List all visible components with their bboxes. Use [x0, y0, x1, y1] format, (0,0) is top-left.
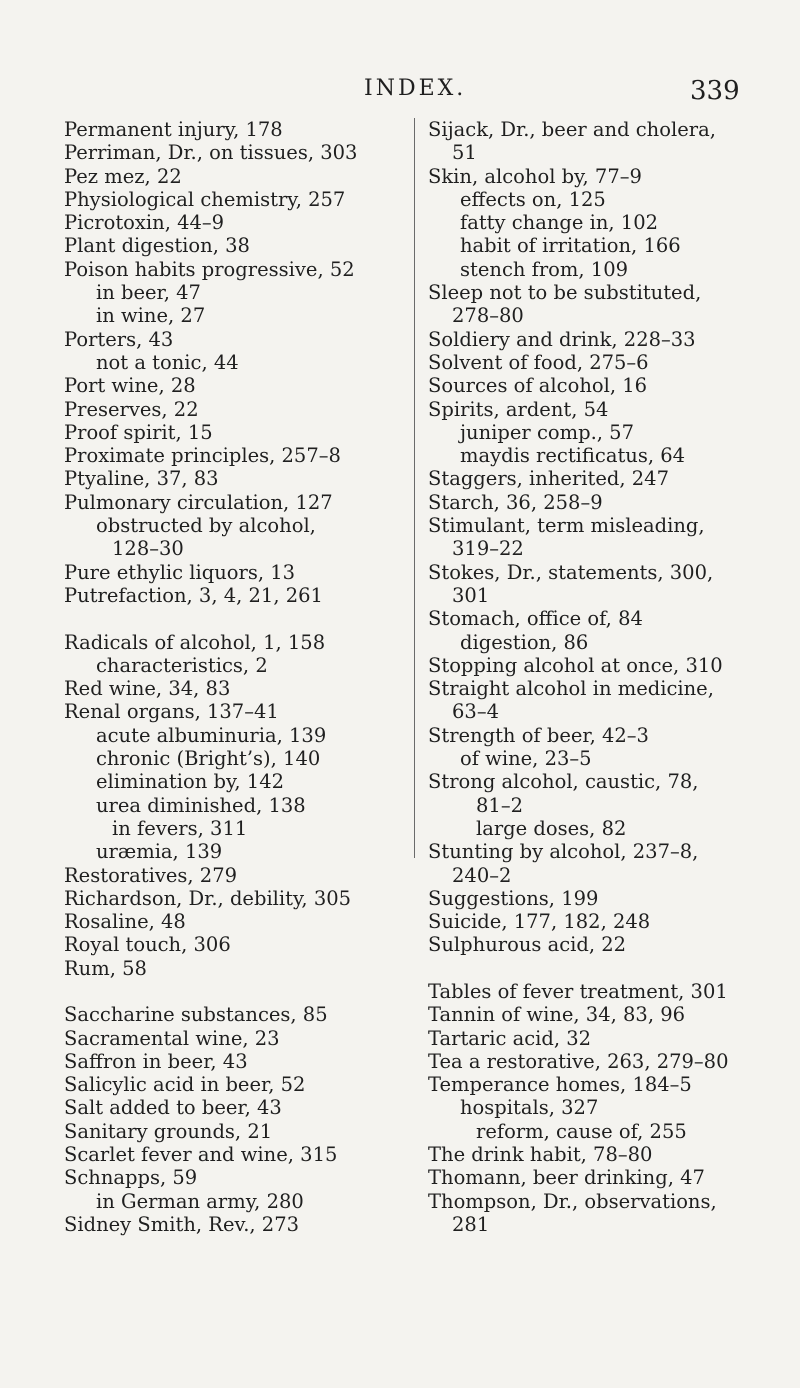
index-subentry: stench from, 109: [460, 257, 629, 281]
index-entry: Thomann, beer drinking, 47: [428, 1166, 705, 1190]
index-entry: Plant digestion, 38: [64, 234, 250, 258]
index-entry: Spirits, ardent, 54: [428, 397, 609, 421]
index-subentry: in fevers, 311: [112, 816, 248, 840]
index-subentry: reform, cause of, 255: [476, 1119, 687, 1143]
index-subentry: effects on, 125: [460, 187, 606, 211]
index-entry: Sacramental wine, 23: [64, 1026, 280, 1050]
column-divider: [414, 118, 415, 858]
index-subentry: fatty change in, 102: [460, 211, 659, 235]
index-entry: Scarlet fever and wine, 315: [64, 1143, 338, 1167]
index-subentry: elimination by, 142: [96, 770, 285, 794]
index-entry: Stokes, Dr., statements, 300,: [428, 560, 714, 584]
index-entry: Tea a restorative, 263, 279–80: [428, 1049, 729, 1073]
index-entry: Sijack, Dr., beer and cholera,: [428, 118, 716, 141]
index-entry: Sleep not to be substituted,: [428, 281, 702, 305]
index-entry: Rosaline, 48: [64, 910, 186, 934]
index-entry: Proof spirit, 15: [64, 420, 213, 444]
index-entry: Schnapps, 59: [64, 1166, 198, 1190]
index-subentry: 81–2: [476, 793, 523, 817]
index-entry: Renal organs, 137–41: [64, 700, 279, 724]
index-entry: Staggers, inherited, 247: [428, 467, 669, 491]
index-subentry: large doses, 82: [476, 816, 627, 840]
index-subentry: 319–22: [452, 537, 524, 561]
index-subentry: 63–4: [452, 700, 499, 724]
index-subentry: habit of irritation, 166: [460, 234, 681, 258]
index-entry: Pure ethylic liquors, 13: [64, 560, 296, 584]
index-entry: Physiological chemistry, 257: [64, 187, 346, 211]
index-entry: Ptyaline, 37, 83: [64, 467, 219, 491]
index-subentry: juniper comp., 57: [460, 420, 634, 444]
letter-section-gap: [64, 980, 414, 1003]
index-entry: Royal touch, 306: [64, 933, 231, 957]
index-subentry: of wine, 23–5: [460, 747, 592, 771]
index-entry: Richardson, Dr., debility, 305: [64, 886, 352, 910]
index-entry: The drink habit, 78–80: [428, 1143, 653, 1167]
index-entry: Porters, 43: [64, 327, 174, 351]
index-entry: Saffron in beer, 43: [64, 1049, 248, 1073]
index-entry: Tartaric acid, 32: [428, 1026, 592, 1050]
index-entry: Stopping alcohol at once, 310: [428, 653, 723, 677]
index-subentry: characteristics, 2: [96, 653, 268, 677]
letter-section-gap: [428, 957, 768, 980]
index-subentry: hospitals, 327: [460, 1096, 599, 1120]
index-entry: Sources of alcohol, 16: [428, 374, 648, 398]
index-column-left: [64, 118, 414, 1236]
index-entry: Sidney Smith, Rev., 273: [64, 1212, 300, 1236]
page-number: 339: [690, 76, 740, 106]
index-subentry: urea diminished, 138: [96, 793, 306, 817]
index-entry: Picrotoxin, 44–9: [64, 211, 225, 235]
index-entry: Salicylic acid in beer, 52: [64, 1073, 306, 1097]
page-header: [0, 76, 800, 116]
index-subentry: 281: [452, 1212, 490, 1236]
index-entry: Perriman, Dr., on tissues, 303: [64, 141, 358, 165]
index-subentry: digestion, 86: [460, 630, 589, 654]
index-entry: Tables of fever treatment, 301: [428, 979, 728, 1003]
index-column-right: [428, 118, 768, 1236]
index-entry: Strength of beer, 42–3: [428, 723, 649, 747]
index-subentry: 51: [452, 141, 477, 165]
index-entry: Port wine, 28: [64, 374, 196, 398]
index-entry: Red wine, 34, 83: [64, 677, 231, 701]
index-entry: Salt added to beer, 43: [64, 1096, 282, 1120]
index-entry: Restoratives, 279: [64, 863, 238, 887]
index-subentry: in wine, 27: [96, 304, 206, 328]
index-entry: Poison habits progressive, 52: [64, 257, 355, 281]
index-subentry: acute albuminuria, 139: [96, 723, 327, 747]
index-entry: Pulmonary circulation, 127: [64, 490, 333, 514]
index-entry: Suggestions, 199: [428, 886, 599, 910]
index-entry: Stimulant, term misleading,: [428, 514, 705, 538]
index-entry: Skin, alcohol by, 77–9: [428, 164, 642, 188]
index-entry: Putrefaction, 3, 4, 21, 261: [64, 583, 323, 607]
letter-section-gap: [64, 607, 414, 630]
index-subentry: chronic (Bright’s), 140: [96, 747, 321, 771]
index-subentry: 278–80: [452, 304, 524, 328]
index-entry: Stomach, office of, 84: [428, 607, 643, 631]
index-subentry: 240–2: [452, 863, 512, 887]
page-title: INDEX.: [364, 76, 467, 101]
index-entry: Solvent of food, 275–6: [428, 350, 649, 374]
index-entry: Sanitary grounds, 21: [64, 1119, 273, 1143]
index-entry: Straight alcohol in medicine,: [428, 677, 714, 701]
index-entry: Stunting by alcohol, 237–8,: [428, 840, 699, 864]
index-subentry: not a tonic, 44: [96, 350, 239, 374]
index-entry: Thompson, Dr., observations,: [428, 1189, 717, 1213]
index-entry: Permanent injury, 178: [64, 118, 283, 141]
index-subentry: obstructed by alcohol,: [96, 514, 316, 538]
index-subentry: in beer, 47: [96, 281, 201, 305]
index-entry: Temperance homes, 184–5: [428, 1073, 692, 1097]
index-entry: Starch, 36, 258–9: [428, 490, 603, 514]
index-entry: Strong alcohol, caustic, 78,: [428, 770, 699, 794]
index-subentry: 301: [452, 583, 490, 607]
index-entry: Proximate principles, 257–8: [64, 444, 341, 468]
index-entry: Rum, 58: [64, 956, 147, 980]
index-entry: Saccharine substances, 85: [64, 1003, 328, 1027]
index-entry: Soldiery and drink, 228–33: [428, 327, 696, 351]
index-entry: Preserves, 22: [64, 397, 199, 421]
index-entry: Tannin of wine, 34, 83, 96: [428, 1003, 686, 1027]
index-entry: Radicals of alcohol, 1, 158: [64, 630, 326, 654]
index-subentry: uræmia, 139: [96, 840, 223, 864]
index-entry: Suicide, 177, 182, 248: [428, 910, 651, 934]
index-subentry: maydis rectificatus, 64: [460, 444, 686, 468]
index-subentry: 128–30: [112, 537, 184, 561]
index-subentry: in German army, 280: [96, 1189, 304, 1213]
index-entry: Sulphurous acid, 22: [428, 933, 627, 957]
index-entry: Pez mez, 22: [64, 164, 182, 188]
